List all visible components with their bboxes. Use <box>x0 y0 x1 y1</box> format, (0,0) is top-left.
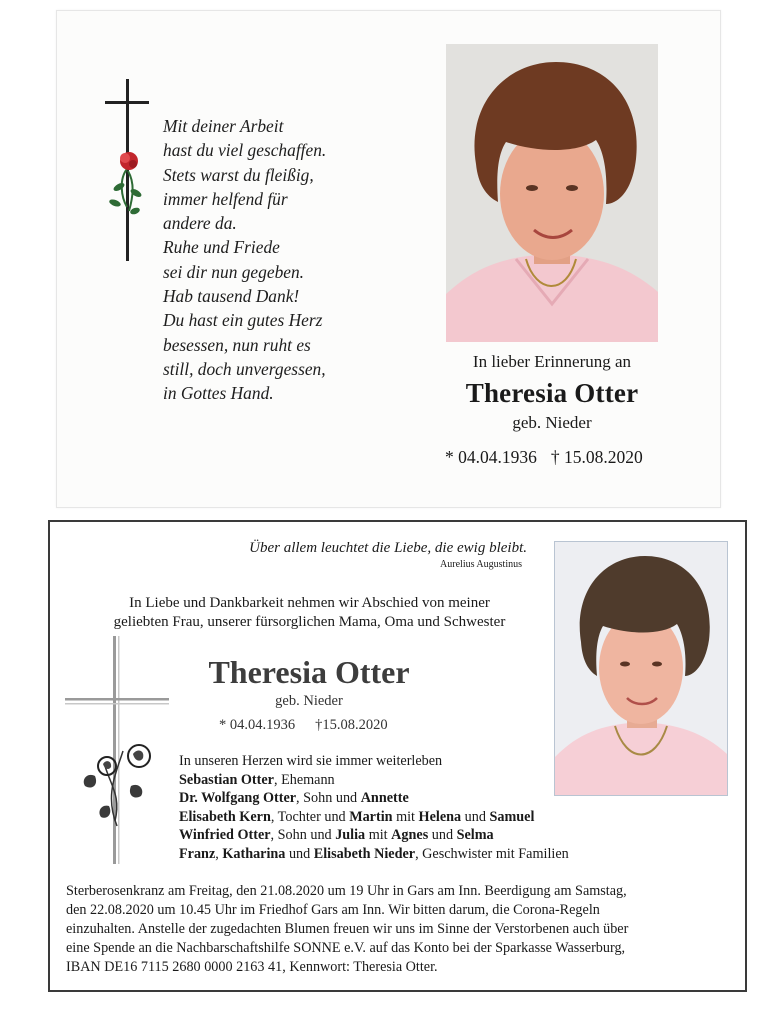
life-dates <box>445 447 675 468</box>
cross-with-roses-icon <box>65 636 169 871</box>
remembrance-intro: In lieber Erinnerung an <box>472 352 632 371</box>
notice-line: eine Spende an die Nachbarschaftshilfe SONNE e.V. auf das Konto bei der Sparkasse Wasserburg, <box>66 940 626 956</box>
poem <box>163 114 403 406</box>
poem-line: in Gottes Hand. <box>163 383 274 404</box>
portrait-photo <box>446 44 658 342</box>
mourner-relation: , Tochter und <box>270 808 350 825</box>
maiden-name: geb. Nieder <box>512 413 592 432</box>
funeral-notice <box>66 882 726 977</box>
notice-line: IBAN DE16 7115 2680 0000 2163 41, Kennwort: Theresia Otter. <box>66 959 438 975</box>
notice-line: den 22.08.2020 um 10.45 Uhr im Friedhof Gars am Inn. Wir bitten darum, die Corona-Regeln <box>66 902 600 918</box>
mourner-relation: und <box>461 808 490 825</box>
poem-line: Du hast ein gutes Herz <box>163 310 323 331</box>
deceased-name: Theresia Otter <box>208 654 410 690</box>
birth-date: * 04.04.1936 <box>219 717 296 733</box>
mourner-line <box>179 808 649 827</box>
poem-line: sei dir nun gegeben. <box>163 261 305 282</box>
mourner-relation: , Ehemann <box>273 771 335 788</box>
mourner-name: Sebastian Otter <box>179 771 274 788</box>
intro-line: geliebten Frau, unserer fürsorglichen Mama, Oma und Schwester <box>113 614 506 630</box>
mourner-name: Elisabeth Kern <box>179 808 271 825</box>
poem-line: andere da. <box>163 213 237 234</box>
poem-line: besessen, nun ruht es <box>163 334 311 355</box>
mourner-relation: und <box>285 845 314 862</box>
quote: Über allem leuchtet die Liebe, die ewig bleibt. <box>249 540 527 556</box>
mourner-name: Helena <box>418 808 462 825</box>
poem-line: Stets warst du fleißig, <box>163 164 314 185</box>
poem-line: hast du viel geschaffen. <box>163 140 327 161</box>
death-notice-card <box>39 514 754 998</box>
life-dates <box>219 717 459 734</box>
farewell-intro <box>87 594 532 632</box>
mourner-name: Samuel <box>489 808 535 825</box>
mourner-name: Selma <box>456 827 494 844</box>
poem-line: Mit deiner Arbeit <box>163 116 284 136</box>
mourner-line <box>179 826 649 845</box>
mourner-relation: mit <box>365 827 392 844</box>
quote-author: Aurelius Augustinus <box>440 559 522 570</box>
mourner-line <box>179 789 649 808</box>
mourner-relation: mit <box>392 808 419 825</box>
intro-line: In Liebe und Dankbarkeit nehmen wir Abschied von meiner <box>129 595 490 611</box>
poem-line: Hab tausend Dank! <box>163 286 300 307</box>
mourners-heading: In unseren Herzen wird sie immer weiterleben <box>179 753 443 769</box>
deceased-name: Theresia Otter <box>465 378 639 408</box>
mourner-name: Julia <box>335 827 366 844</box>
mourner-name: Winfried Otter <box>179 827 271 844</box>
mourner-name: Katharina <box>222 845 286 862</box>
notice-line: einzuhalten. Anstelle der zugedachten Blumen freuen wir uns im Sinne der Verstorbenen auch über <box>66 921 629 937</box>
mourner-relation: , Sohn und <box>270 827 336 844</box>
mourner-name: Agnes <box>391 827 429 844</box>
mourner-name: Annette <box>360 790 409 807</box>
mourner-relation: und <box>428 827 457 844</box>
mourner-relation: , Geschwister mit Familien <box>415 845 569 862</box>
poem-line: still, doch unvergessen, <box>163 358 326 379</box>
notice-line: Sterberosenkranz am Freitag, den 21.08.2020 um 19 Uhr in Gars am Inn. Beerdigung am Samstag, <box>66 883 627 899</box>
mourner-name: Martin <box>349 808 393 825</box>
poem-line: Ruhe und Friede <box>163 237 280 258</box>
mourner-relation: , Sohn und <box>296 790 361 807</box>
mourner-name: Elisabeth Nieder <box>313 845 416 862</box>
maiden-name: geb. Nieder <box>275 693 343 709</box>
death-date: † 15.08.2020 <box>550 447 643 467</box>
cross-with-rose-icon <box>105 79 151 268</box>
death-date: †15.08.2020 <box>315 717 388 733</box>
mourners-list <box>179 752 649 864</box>
poem-line: immer helfend für <box>163 188 288 209</box>
mourner-line <box>179 771 649 790</box>
mourner-name: Franz <box>179 845 216 862</box>
memorial-card-front <box>56 10 721 508</box>
birth-date: * 04.04.1936 <box>445 447 537 467</box>
mourner-name: Dr. Wolfgang Otter <box>179 790 297 807</box>
mourner-relation: , <box>215 845 223 862</box>
mourner-line <box>179 845 649 864</box>
